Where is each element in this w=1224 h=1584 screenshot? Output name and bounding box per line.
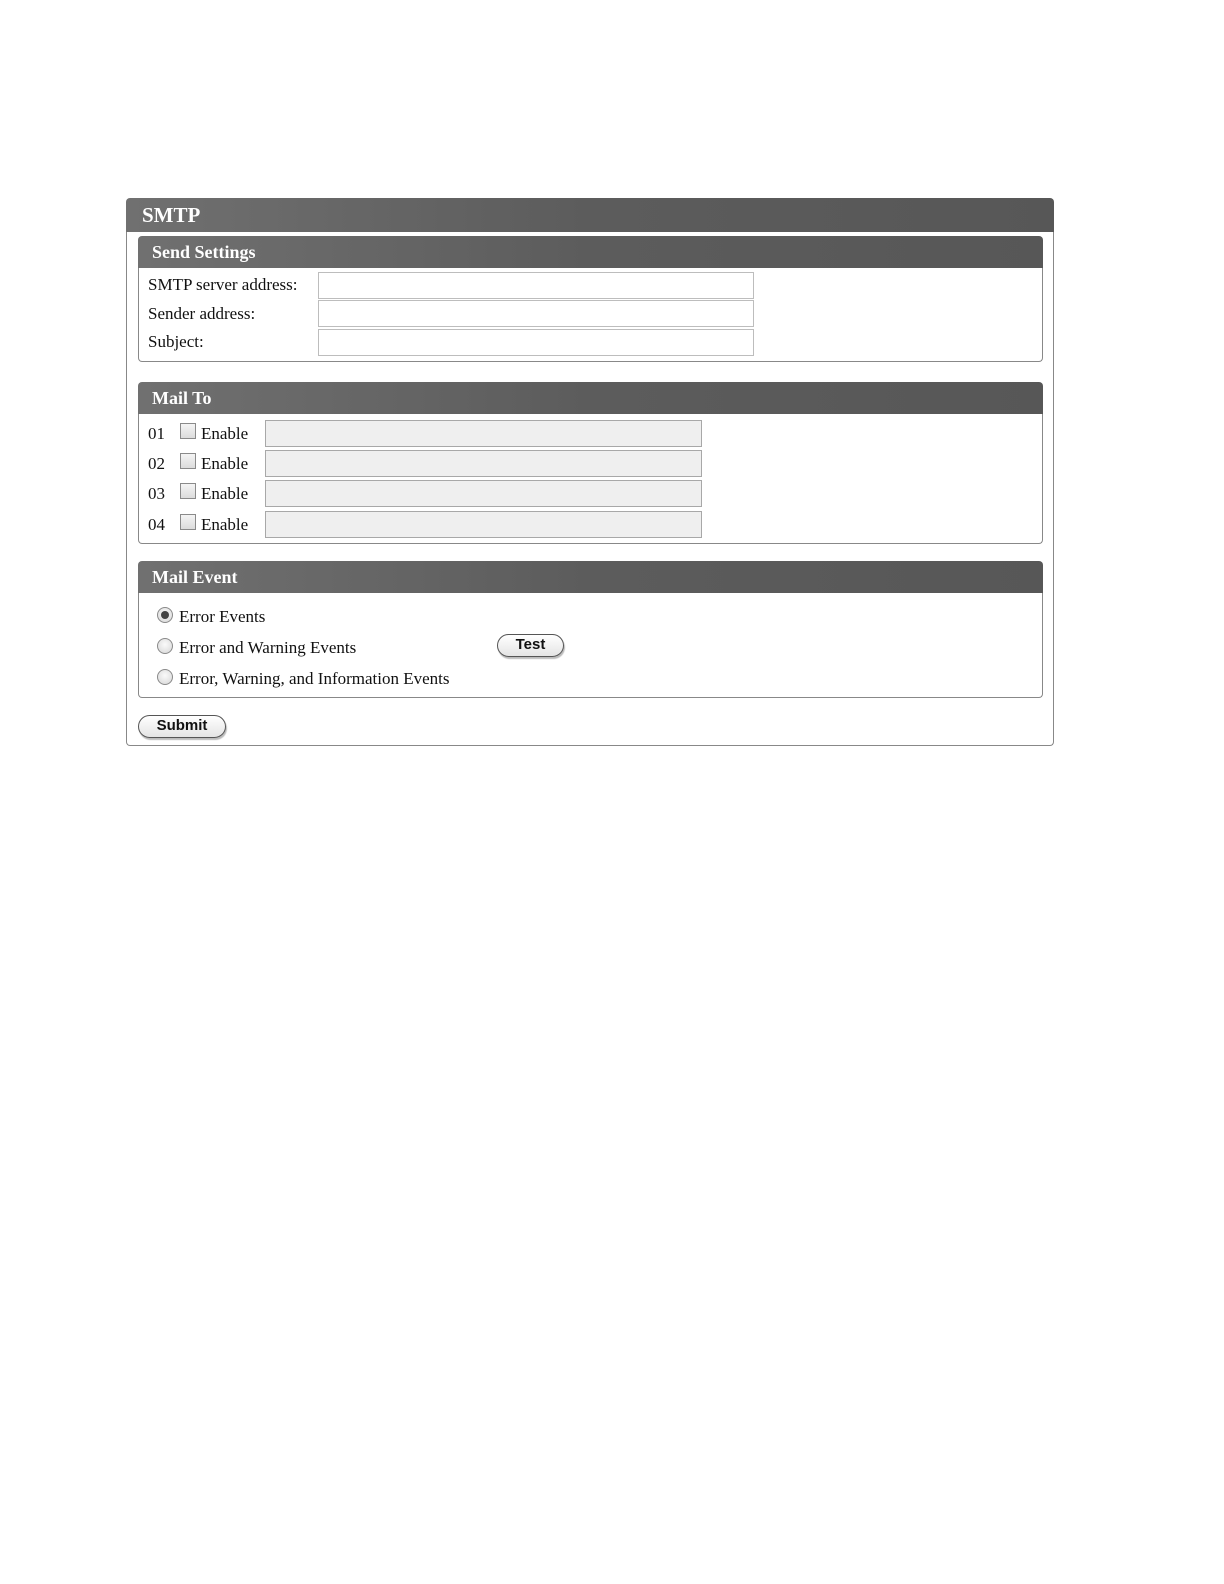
mail-event-title: Mail Event <box>138 561 1043 593</box>
test-button[interactable]: Test <box>497 634 564 657</box>
recipient-number: 03 <box>148 484 165 503</box>
recipient-address-input[interactable] <box>265 420 702 447</box>
recipient-address-input[interactable] <box>265 480 702 507</box>
recipient-number: 01 <box>148 424 165 443</box>
radio-error-warning-events[interactable] <box>157 638 173 654</box>
enable-label: Enable <box>201 515 249 534</box>
mail-event-section <box>138 561 1043 698</box>
enable-checkbox[interactable] <box>180 423 196 439</box>
mail-to-section <box>138 382 1043 544</box>
enable-label: Enable <box>201 484 249 503</box>
sender-address-label: Sender address: <box>148 304 256 323</box>
recipient-address-input[interactable] <box>265 511 702 538</box>
enable-label: Enable <box>201 454 249 473</box>
smtp-server-label: SMTP server address: <box>148 275 298 294</box>
send-settings-section <box>138 236 1043 362</box>
mail-event-body <box>138 593 1043 698</box>
recipient-address-input[interactable] <box>265 450 702 477</box>
enable-checkbox[interactable] <box>180 514 196 530</box>
radio-label-error-warning-events: Error and Warning Events <box>179 638 357 657</box>
radio-error-warning-info-events[interactable] <box>157 669 173 685</box>
smtp-panel <box>126 198 1054 746</box>
subject-label: Subject: <box>148 332 204 351</box>
sender-address-input[interactable] <box>318 300 754 327</box>
mail-to-body <box>138 414 1043 544</box>
radio-error-events[interactable] <box>157 607 173 623</box>
send-settings-title: Send Settings <box>138 236 1043 268</box>
submit-button[interactable]: Submit <box>138 715 226 738</box>
panel-title: SMTP <box>126 198 1054 232</box>
radio-label-error-warning-info-events: Error, Warning, and Information Events <box>179 669 450 688</box>
recipient-number: 04 <box>148 515 165 534</box>
recipient-number: 02 <box>148 454 165 473</box>
panel-body <box>126 232 1054 746</box>
radio-label-error-events: Error Events <box>179 607 266 626</box>
smtp-server-input[interactable] <box>318 272 754 299</box>
enable-checkbox[interactable] <box>180 483 196 499</box>
enable-checkbox[interactable] <box>180 453 196 469</box>
send-settings-body <box>138 268 1043 362</box>
mail-to-title: Mail To <box>138 382 1043 414</box>
subject-input[interactable] <box>318 329 754 356</box>
enable-label: Enable <box>201 424 249 443</box>
